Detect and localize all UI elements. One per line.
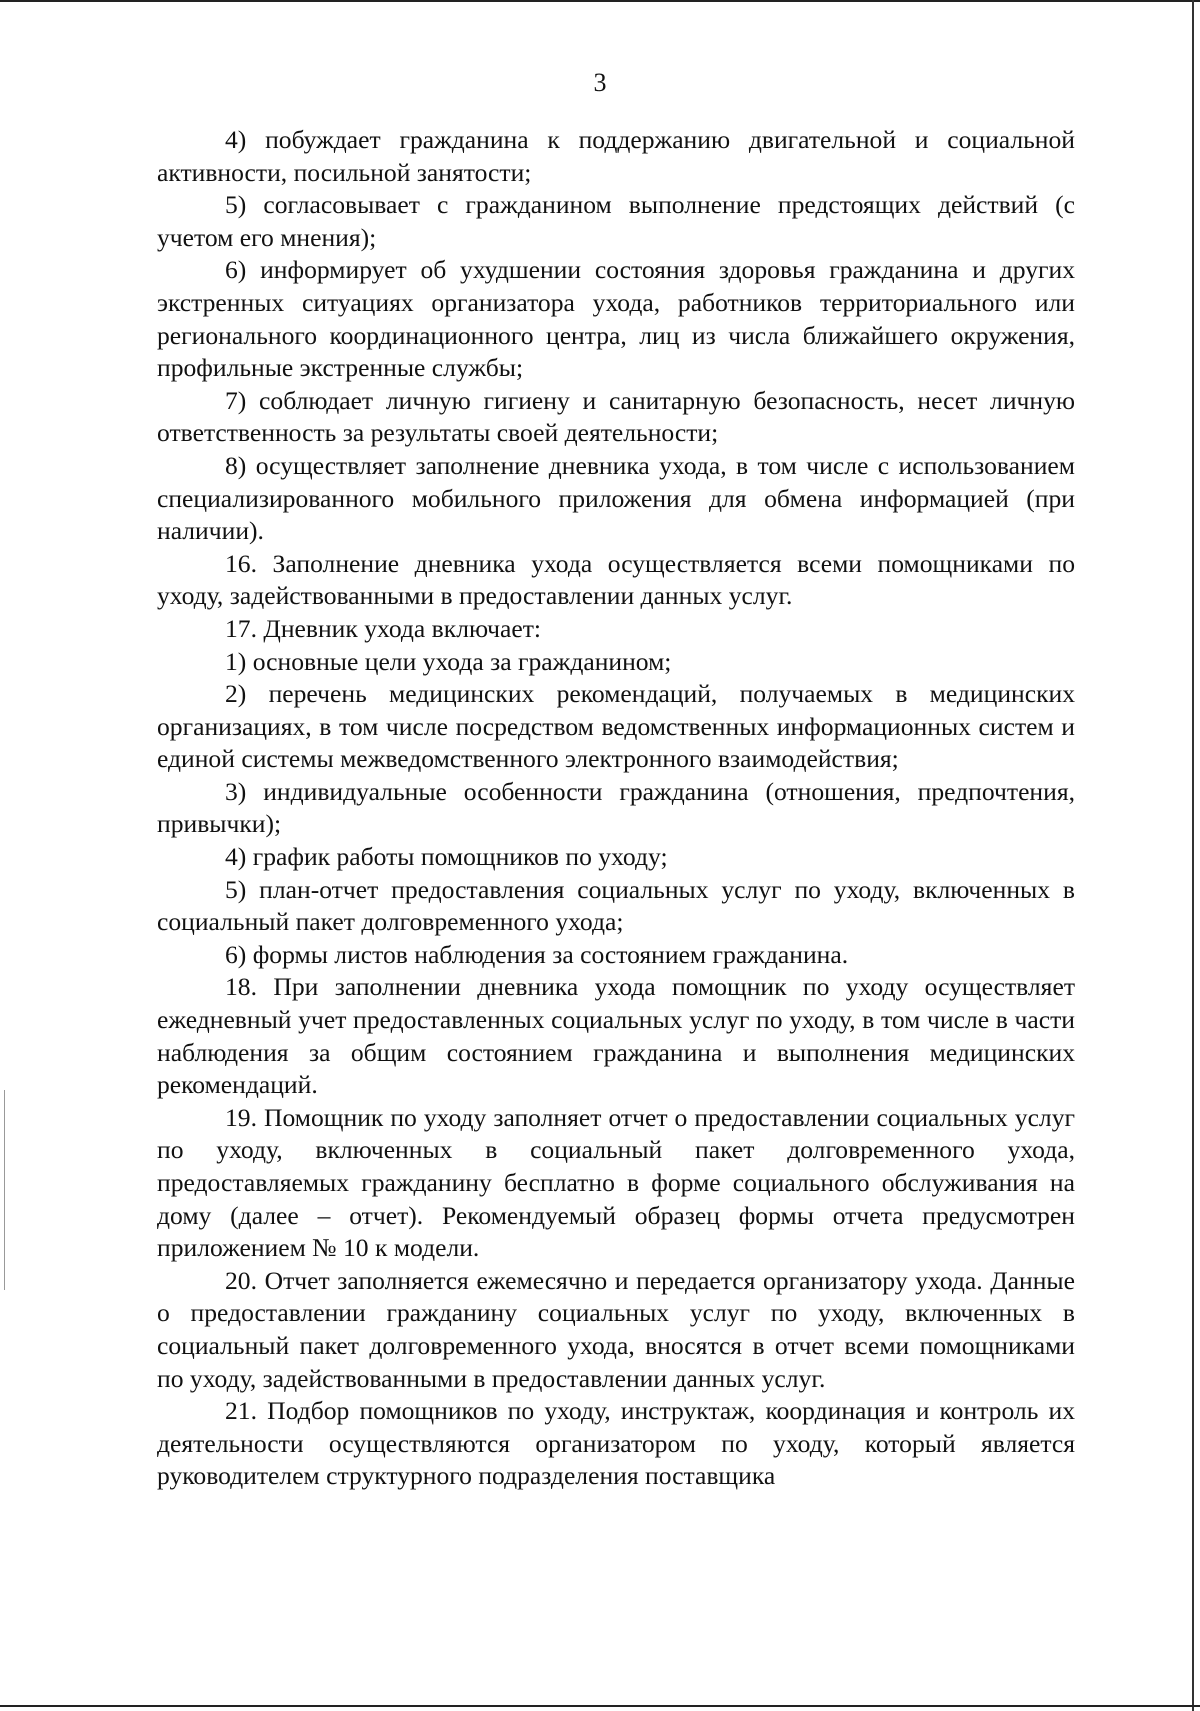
paragraph-clause-21: 21. Подбор помощников по уходу, инструктаж, координация и контроль их деятельности осуществляются организатором по уходу, который является руководителем структурного подразделения поставщика bbox=[157, 1396, 1075, 1491]
paragraph-clause-19: 19. Помощник по уходу заполняет отчет о предоставлении социальных услуг по уходу, включенных в социальный пакет долговременного ухода, предоставляемых гражданину бесплатно в форме социального обслуживания на дому (далее – отчет). Рекомендуемый образец формы отчета предусмотрен приложением № 10 к модели. bbox=[157, 1102, 1075, 1263]
paragraph-list-item-6: 6) формы листов наблюдения за состоянием гражданина. bbox=[225, 939, 849, 969]
paragraph-list-item-5: 5) план-отчет предоставления социальных услуг по уходу, включенных в социальный пакет долговременного ухода; bbox=[157, 874, 1075, 937]
paragraph-item-6: 6) информирует об ухудшении состояния здоровья гражданина и других экстренных ситуациях организатора ухода, работников территориального или регионального координационного центра, лиц из числа ближайшего окружения, профильные экстренные службы; bbox=[157, 255, 1075, 383]
paragraph-clause-16: 16. Заполнение дневника ухода осуществляется всеми помощниками по уходу, задействованными в предоставлении данных услуг. bbox=[157, 548, 1075, 611]
paragraph-item-5: 5) согласовывает с гражданином выполнение предстоящих действий (с учетом его мнения); bbox=[157, 190, 1075, 252]
paragraph-clause-17: 17. Дневник ухода включает: bbox=[225, 613, 541, 643]
paragraph-list-item-3: 3) индивидуальные особенности гражданина (отношения, предпочтения, привычки); bbox=[157, 776, 1075, 839]
paragraph-item-4: 4) побуждает гражданина к поддержанию двигательной и социальной активности, посильной занятости; bbox=[157, 125, 1075, 187]
paragraph-item-8: 8) осуществляет заполнение дневника ухода, в том числе с использованием специализированного мобильного приложения для обмена информацией (при наличии). bbox=[157, 450, 1075, 546]
paragraph-item-7: 7) соблюдает личную гигиену и санитарную безопасность, несет личную ответственность за результаты своей деятельности; bbox=[157, 385, 1075, 448]
page-number: 3 bbox=[593, 68, 607, 97]
paragraph-list-item-1: 1) основные цели ухода за гражданином; bbox=[225, 646, 672, 676]
scan-edge-right bbox=[1192, 0, 1194, 1711]
paragraph-list-item-2: 2) перечень медицинских рекомендаций, получаемых в медицинских организациях, в том числе посредством ведомственных информационных систем и единой системы межведомственного электронного взаимодействия; bbox=[157, 679, 1075, 774]
scan-edge-left bbox=[4, 1090, 5, 1290]
paragraph-list-item-4: 4) график работы помощников по уходу; bbox=[225, 842, 668, 872]
document-body bbox=[157, 124, 1075, 1493]
scan-edge-bottom bbox=[0, 1705, 1200, 1707]
scan-edge-top bbox=[0, 0, 1200, 2]
paragraph-clause-20: 20. Отчет заполняется ежемесячно и передается организатору ухода. Данные о предоставлении гражданину социальных услуг по уходу, включенных в социальный пакет долговременного ухода, вносятся в отчет всеми помощниками по уходу, задействованными в предоставлении данных услуг. bbox=[157, 1265, 1075, 1393]
paragraph-clause-18: 18. При заполнении дневника ухода помощник по уходу осуществляет ежедневный учет предоставленных социальных услуг по уходу, в том числе в части наблюдения за общим состоянием гражданина и выполнения медицинских рекомендаций. bbox=[157, 972, 1075, 1100]
